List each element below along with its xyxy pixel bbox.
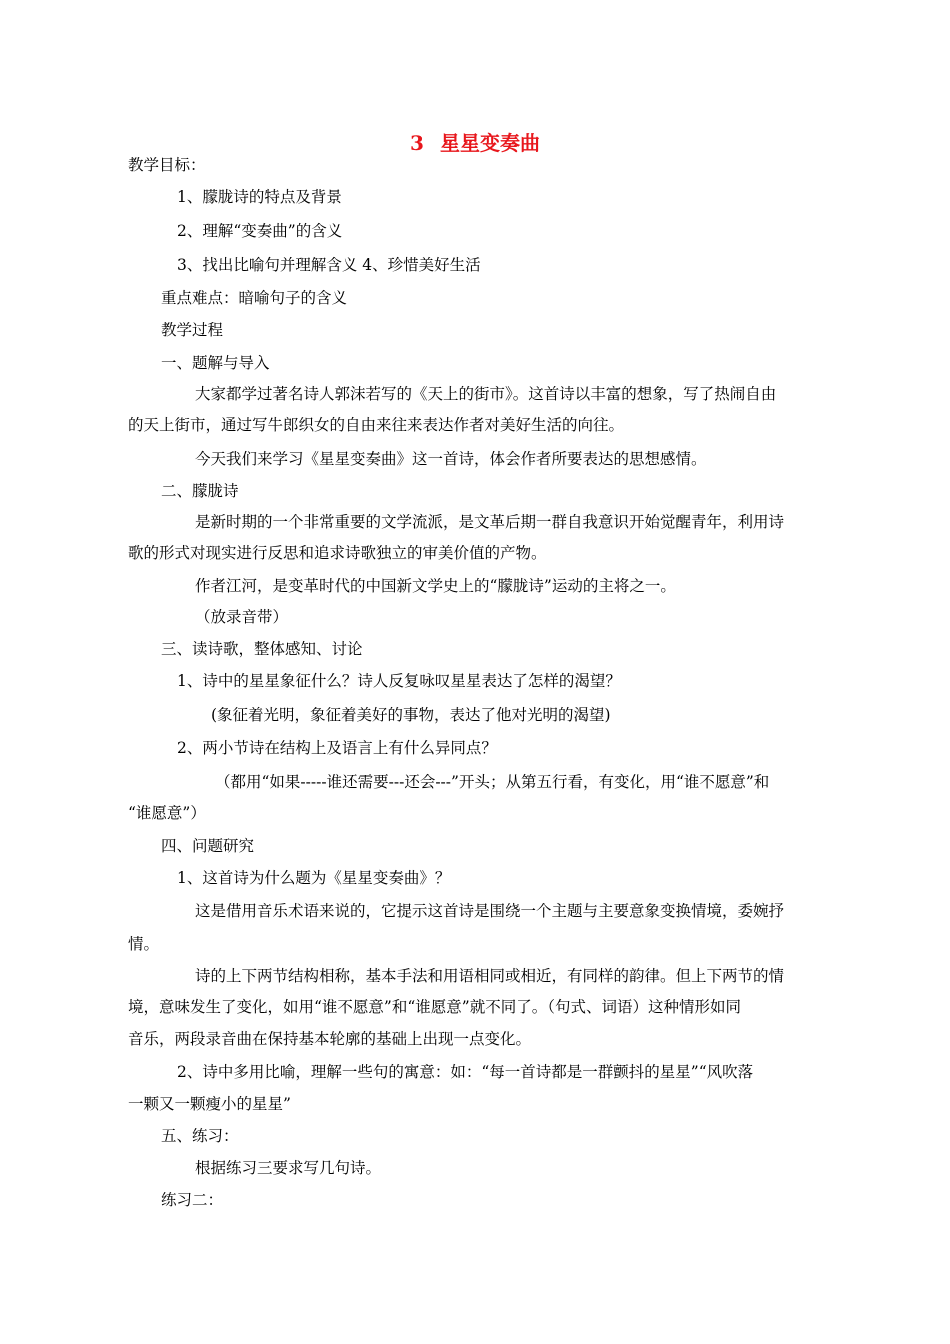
paragraph-line: （放录音带） — [195, 608, 289, 626]
question-2: 2、两小节诗在结构上及语言上有什么异同点？ — [177, 739, 497, 757]
answer-1: (象征着光明，象征着美好的事物，表达了他对光明的渴望) — [211, 706, 611, 724]
research-question-2-line: 一颗又一颗瘦小的星星” — [128, 1095, 291, 1113]
paragraph-line: 情。 — [128, 935, 160, 953]
section-3-heading: 三、读诗歌，整体感知、讨论 — [161, 640, 363, 658]
paragraph-line: 境，意味发生了变化，如用“谁不愿意”和“谁愿意”就不同了。（句式、词语）这种情形如同 — [128, 998, 741, 1016]
document-title — [0, 131, 950, 155]
answer-2-line: （都用“如果-----谁还需要---还会---”开头；从第五行看，有变化，用“谁不愿意”和 — [215, 773, 770, 791]
section-1-heading: 一、题解与导入 — [161, 354, 270, 372]
paragraph-line: 今天我们来学习《星星变奏曲》这一首诗，体会作者所要表达的思想感情。 — [195, 450, 707, 468]
answer-2-line: “谁愿意”） — [128, 804, 206, 822]
paragraph-line: 大家都学过著名诗人郭沫若写的《天上的街市》。这首诗以丰富的想象，写了热闹自由 — [195, 385, 777, 403]
paragraph-line: 歌的形式对现实进行反思和追求诗歌独立的审美价值的产物。 — [128, 544, 547, 562]
exercise-text: 根据练习三要求写几句诗。 — [195, 1159, 382, 1177]
title-text: 星星变奏曲 — [439, 131, 540, 155]
exercise-2-heading: 练习二： — [161, 1191, 224, 1209]
section-4-heading: 四、问题研究 — [161, 837, 255, 855]
goal-item-2: 2、理解“变奏曲”的含义 — [177, 222, 343, 240]
research-question-2-line: 2、诗中多用比喻，理解一些句的寓意：如：“每一首诗都是一群颤抖的星星”“风吹落 — [177, 1063, 754, 1081]
goal-item-3: 3、找出比喻句并理解含义 4、珍惜美好生活 — [177, 256, 481, 274]
section-5-heading: 五、练习： — [161, 1127, 239, 1145]
paragraph-line: 的天上街市，通过写牛郎织女的自由来往来表达作者对美好生活的向往。 — [128, 416, 625, 434]
paragraph-line: 诗的上下两节结构相称，基本手法和用语相同或相近，有同样的韵律。但上下两节的情 — [195, 967, 785, 985]
title-number: 3 — [410, 131, 424, 155]
paragraph-line: 音乐，两段录音曲在保持基本轮廓的基础上出现一点变化。 — [128, 1030, 532, 1048]
section-2-heading: 二、朦胧诗 — [161, 482, 239, 500]
paragraph-line: 这是借用音乐术语来说的，它提示这首诗是围绕一个主题与主要意象变换情境，委婉抒 — [195, 902, 785, 920]
question-1: 1、诗中的星星象征什么？诗人反复咏叹星星表达了怎样的渴望？ — [177, 672, 621, 690]
paragraph-line: 作者江河，是变革时代的中国新文学史上的“朦胧诗”运动的主将之一。 — [195, 577, 676, 595]
key-points: 重点难点：暗喻句子的含义 — [161, 289, 348, 307]
process-heading: 教学过程 — [161, 321, 224, 339]
research-question-1: 1、这首诗为什么题为《星星变奏曲》？ — [177, 869, 451, 887]
goals-heading: 教学目标： — [128, 156, 206, 174]
goal-item-1: 1、朦胧诗的特点及背景 — [177, 188, 342, 206]
paragraph-line: 是新时期的一个非常重要的文学流派，是文革后期一群自我意识开始觉醒青年，利用诗 — [195, 513, 785, 531]
